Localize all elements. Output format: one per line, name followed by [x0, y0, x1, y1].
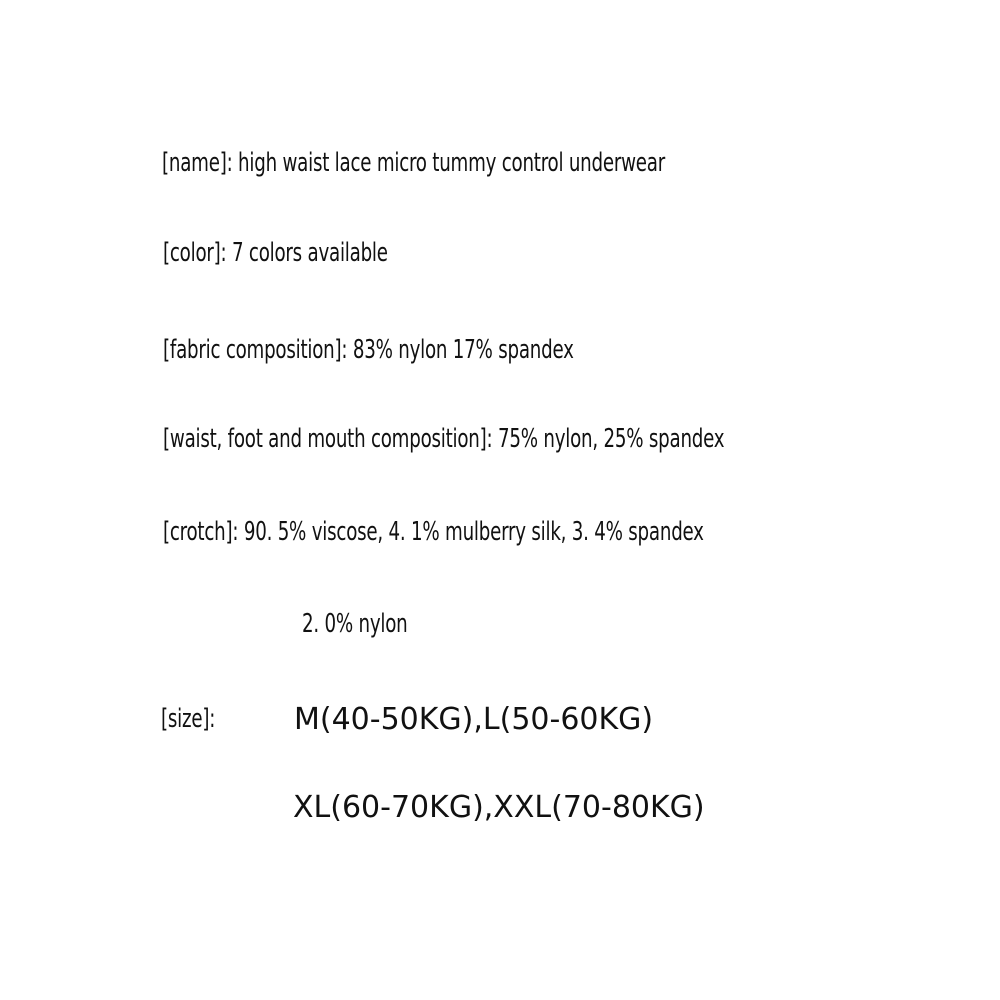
name-text: [name]: high waist lace micro tummy control underwear — [162, 148, 666, 178]
size-label-text: [size]: — [161, 704, 216, 734]
color-text: [color]: 7 colors available — [163, 238, 388, 268]
size-label — [161, 704, 230, 734]
name-line — [162, 148, 807, 178]
crotch-composition-continuation — [302, 609, 437, 639]
crotch-composition-line — [163, 517, 856, 547]
crotch-composition-text: [crotch]: 90. 5% viscose, 4. 1% mulberry silk, 3. 4% spandex — [163, 517, 704, 547]
fabric-composition-line — [163, 335, 689, 365]
size-range-line-2: XL(60-70KG),XXL(70-80KG) — [293, 790, 705, 825]
size-range-line-1: M(40-50KG),L(50-60KG) — [294, 702, 654, 737]
crotch-composition-continuation-text: 2. 0% nylon — [302, 609, 408, 639]
fabric-composition-text: [fabric composition]: 83% nylon 17% spandex — [163, 335, 574, 365]
waist-composition-text: [waist, foot and mouth composition]: 75% nylon, 25% spandex — [163, 424, 725, 454]
color-line — [163, 238, 451, 268]
waist-composition-line — [163, 424, 883, 454]
